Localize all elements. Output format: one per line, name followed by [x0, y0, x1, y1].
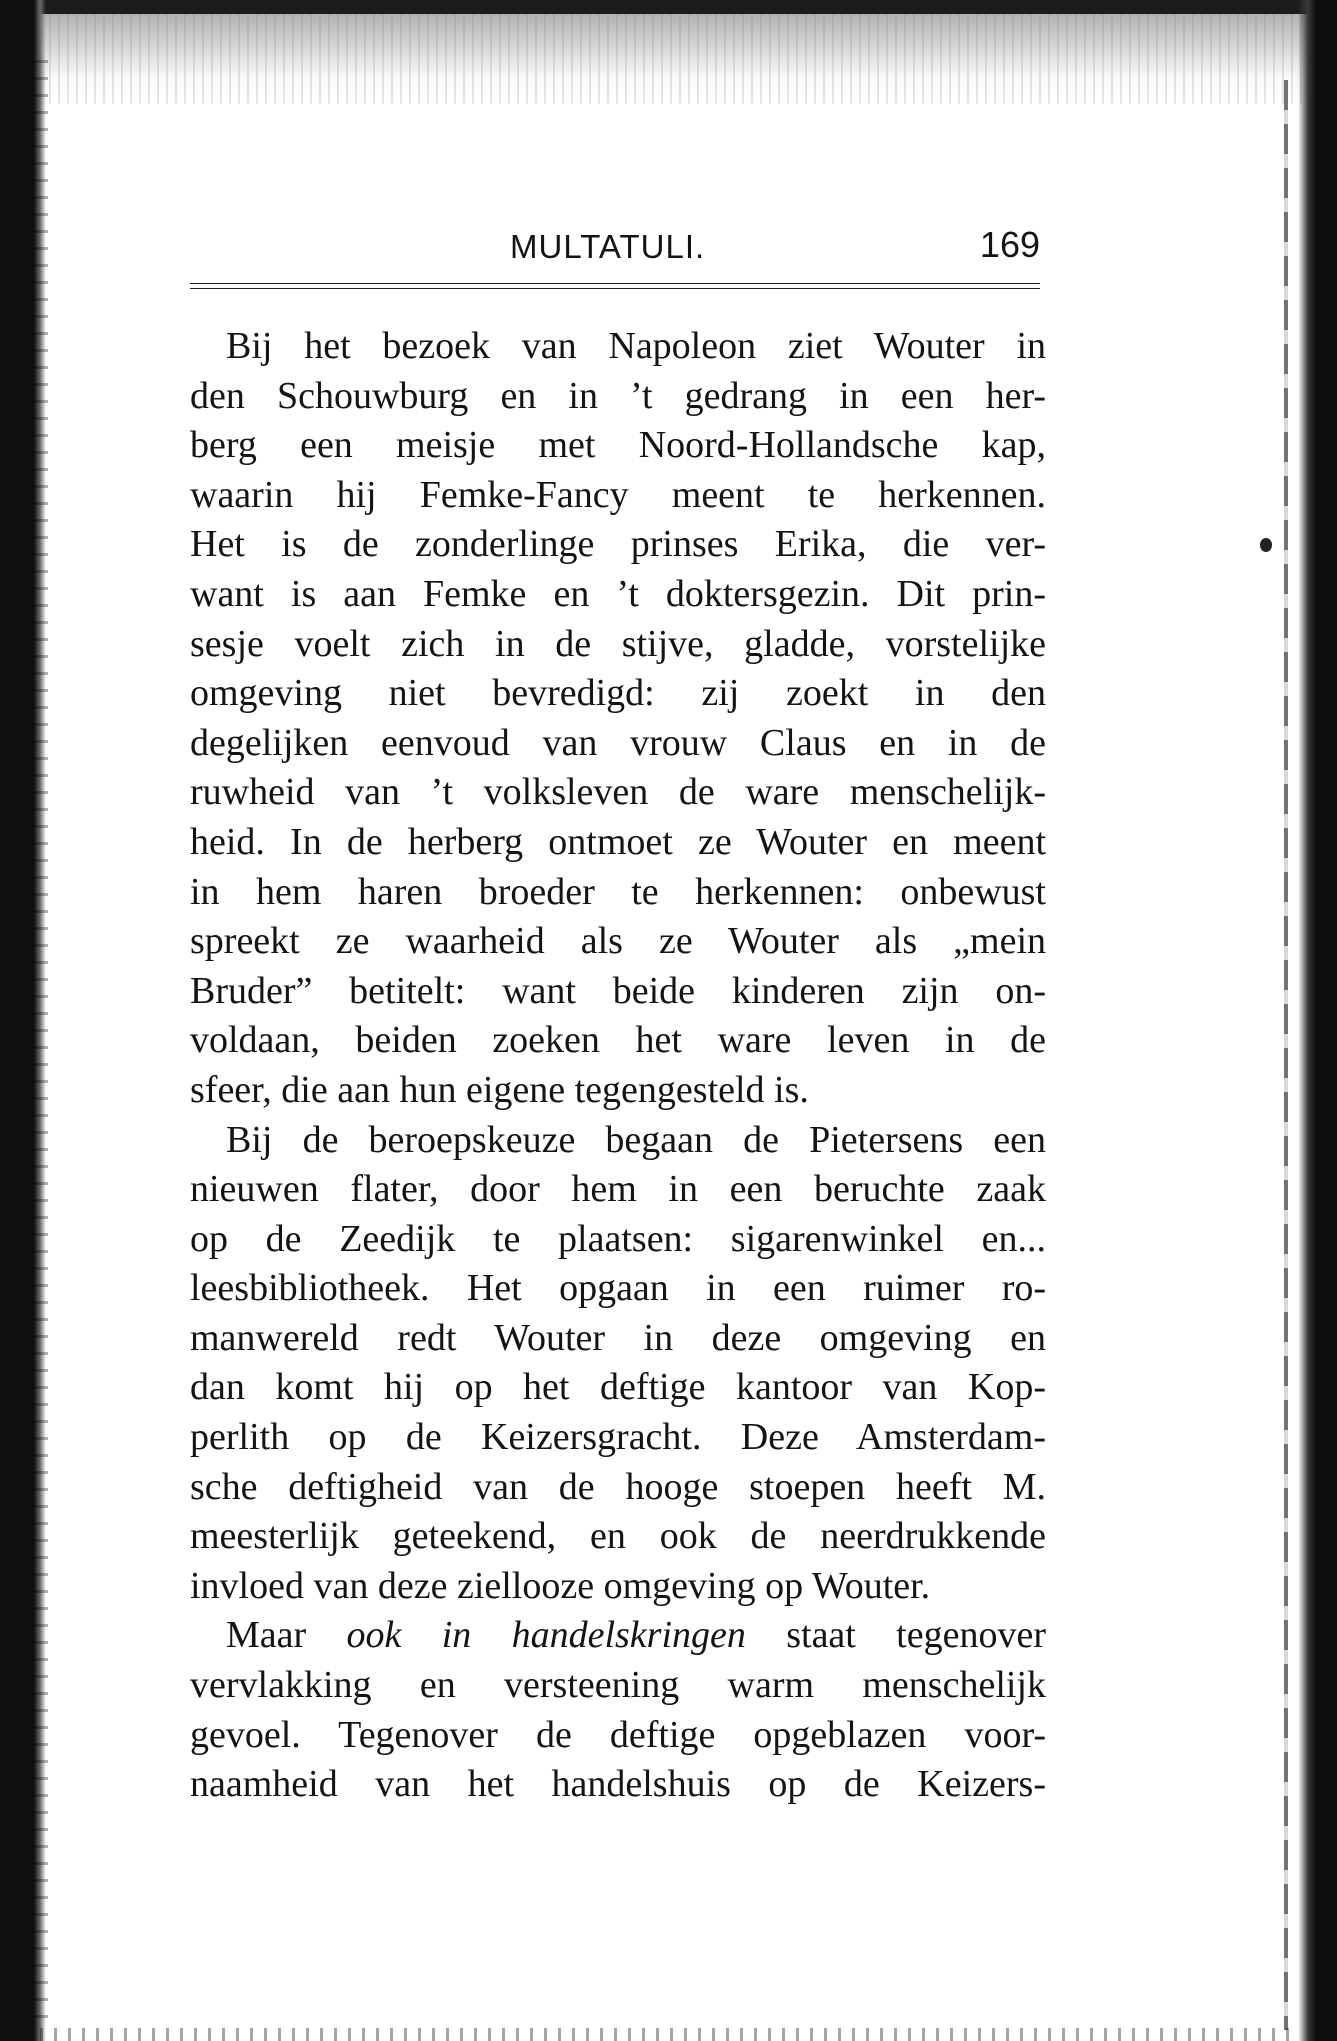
text-line: in hem haren broeder te herkennen: onbewust [190, 870, 1046, 913]
text-line: heid. In de herberg ontmoet ze Wouter en meent [190, 820, 1046, 863]
text-line: Maar ook in handelskringen staat tegenover [226, 1614, 1046, 1657]
text-line: spreekt ze waarheid als ze Wouter als „mein [190, 920, 1046, 963]
text-line: naamheid van het handelshuis op de Keizers- [190, 1763, 1046, 1806]
scan-edge-left-speckle [30, 60, 48, 2020]
running-head-title: MULTATULI. [510, 228, 706, 265]
text-line: leesbibliotheek. Het opgaan in een ruimer ro- [190, 1267, 1046, 1310]
page-number: 169 [979, 224, 1040, 265]
text-line: op de Zeedijk te plaatsen: sigarenwinkel en... [190, 1217, 1046, 1260]
text-line: meesterlijk geteekend, en ook de neerdrukkende [190, 1515, 1046, 1558]
running-head [190, 224, 1040, 274]
text-line: Het is de zonderlinge prinses Erika, die ver- [190, 523, 1046, 566]
text-line: den Schouwburg en in ’t gedrang in een her- [190, 374, 1046, 417]
text-line: sche deftigheid van de hooge stoepen heeft M. [190, 1465, 1046, 1508]
scan-edge-top [0, 0, 1337, 14]
paragraph-2 [190, 1116, 1046, 1612]
text-line: waarin hij Femke-Fancy meent te herkennen. [190, 473, 1046, 516]
text-line: Bij het bezoek van Napoleon ziet Wouter in [226, 325, 1046, 367]
scan-edge-top-grain [40, 14, 1320, 104]
text-line: perlith op de Keizersgracht. Deze Amsterdam- [190, 1416, 1046, 1459]
text-line: sesje voelt zich in de stijve, gladde, vorstelijke [190, 622, 1046, 665]
text-line: degelijken eenvoud van vrouw Claus en in de [190, 721, 1046, 764]
text-line: nieuwen flater, door hem in een beruchte zaak [190, 1168, 1046, 1211]
body-text [190, 322, 1046, 1810]
text-line: manwereld redt Wouter in deze omgeving en [190, 1316, 1046, 1359]
text-line: omgeving niet bevredigd: zij zoekt in den [190, 672, 1046, 715]
text-line: gevoel. Tegenover de deftige opgeblazen voor- [190, 1713, 1046, 1756]
text-line: sfeer, die aan hun eigene tegengesteld is. [190, 1068, 809, 1111]
paragraph-1 [190, 322, 1046, 1116]
text-line: invloed van deze ziellooze omgeving op Wouter. [190, 1564, 931, 1607]
text-line: Bij de beroepskeuze begaan de Pietersens een [226, 1118, 1046, 1161]
text-line: berg een meisje met Noord-Hollandsche kap, [190, 424, 1046, 467]
text-line: Bruder” betitelt: want beide kinderen zijn on- [190, 969, 1046, 1012]
text-line: ruwheid van ’t volksleven de ware menschelijk- [190, 771, 1046, 814]
text-line: vervlakking en versteening warm menschelijk [190, 1664, 1046, 1707]
margin-ink-spot [1260, 538, 1272, 552]
paragraph-3 [190, 1611, 1046, 1809]
italic-phrase: ook in handelskringen [346, 1614, 746, 1657]
text-line: voldaan, beiden zoeken het ware leven in de [190, 1019, 1046, 1062]
scan-edge-bottom [40, 2028, 1300, 2041]
text-line: want is aan Femke en ’t doktersgezin. Dit prin- [190, 572, 1046, 615]
scan-edge-right [1298, 0, 1337, 2041]
scan-edge-right-line [1284, 80, 1288, 2030]
text-line: dan komt hij op het deftige kantoor van Kop- [190, 1366, 1046, 1409]
header-double-rule [190, 283, 1040, 289]
